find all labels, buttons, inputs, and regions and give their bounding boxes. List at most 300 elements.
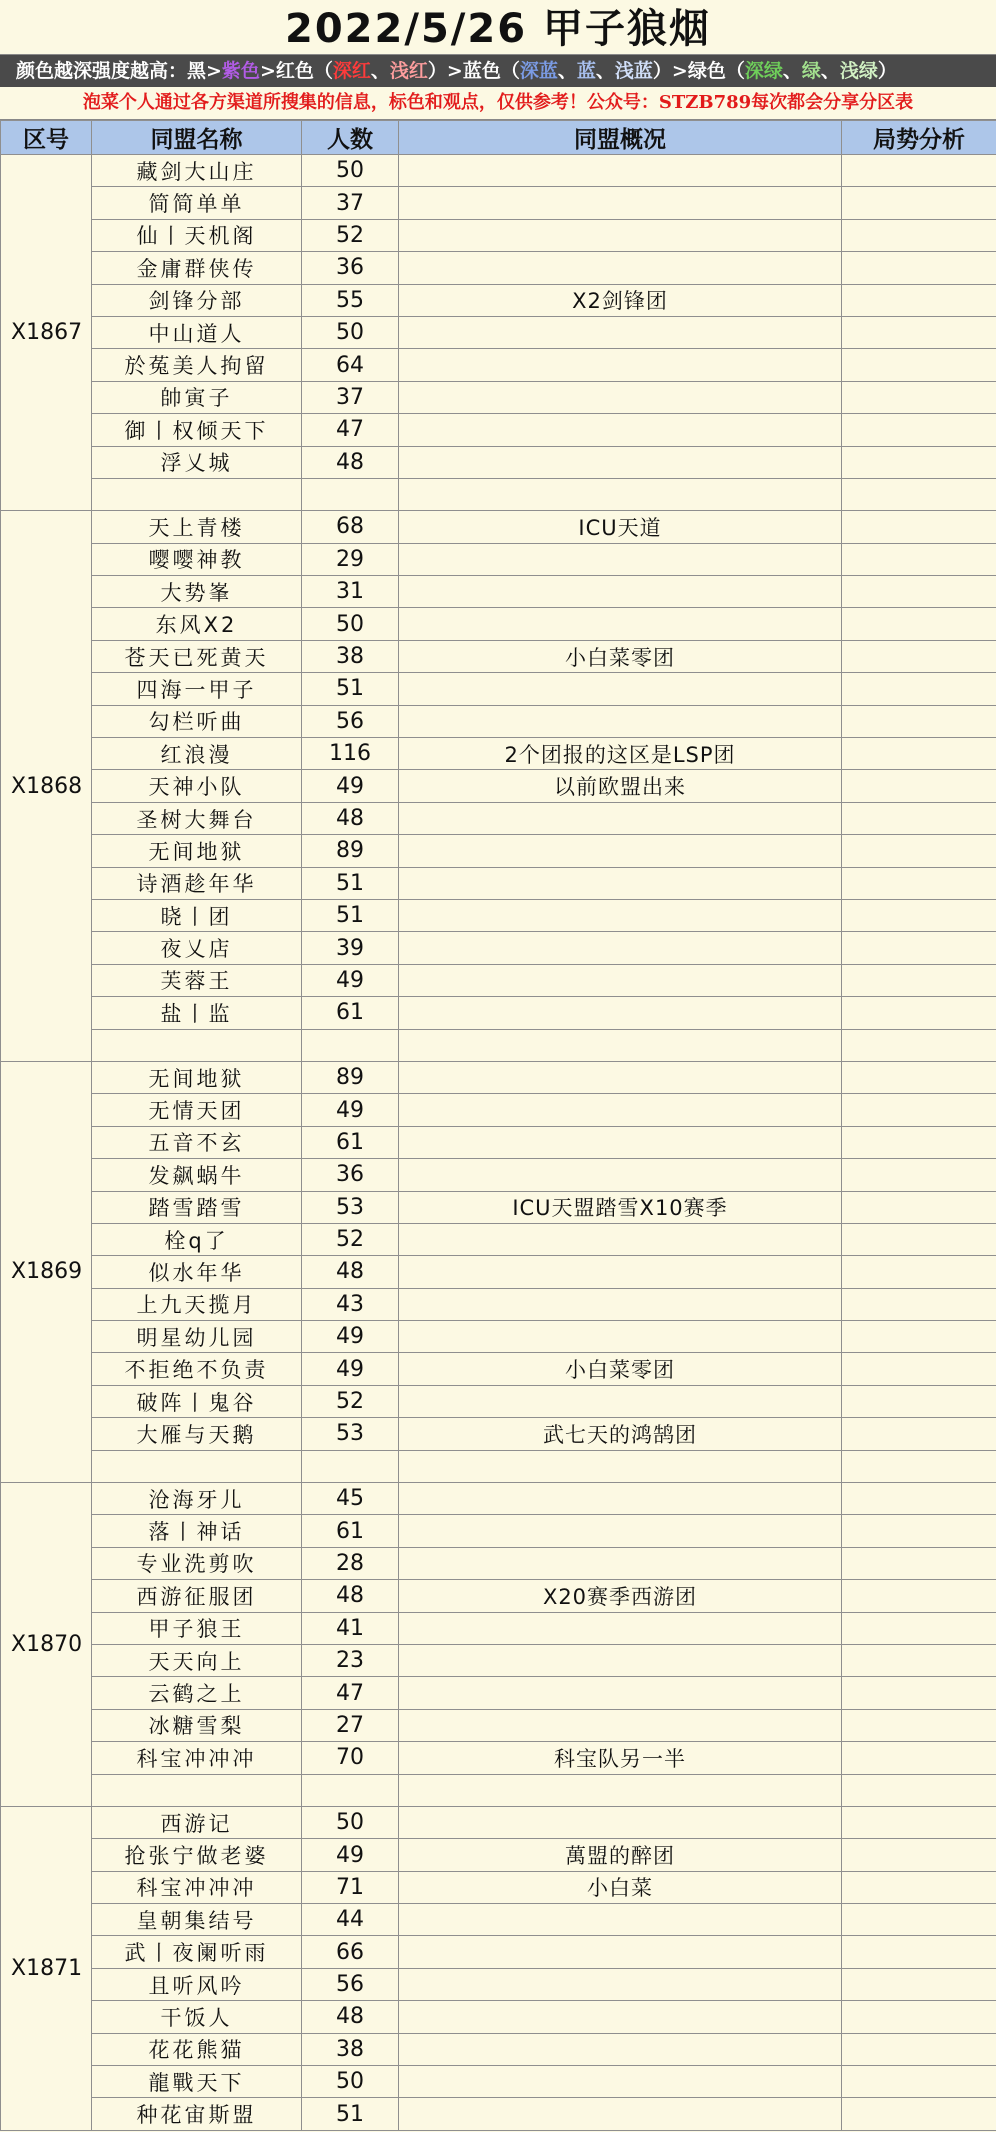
zone-cell: X1871 [1,1806,92,2130]
member-count-cell: 48 [302,446,399,478]
analysis-cell [842,1644,996,1676]
analysis-cell [842,2001,996,2033]
overview-cell [399,576,842,608]
analysis-cell [842,1677,996,1709]
member-count-cell: 44 [302,1904,399,1936]
member-count-cell: 52 [302,1385,399,1417]
member-count-cell: 37 [302,381,399,413]
member-count-cell: 43 [302,1288,399,1320]
color-legend [0,55,996,87]
overview-cell [399,1515,842,1547]
alliance-name-cell: 帥寅子 [92,381,302,413]
legend-text: 、 [820,60,840,82]
alliance-name-cell: 皇朝集结号 [92,1904,302,1936]
member-count-cell: 37 [302,187,399,219]
member-count-cell: 61 [302,997,399,1029]
table-row [1,1677,996,1709]
legend-green-light: 浅绿 [839,60,878,82]
member-count-cell: 64 [302,349,399,381]
alliance-name-cell: 甲子狼王 [92,1612,302,1644]
analysis-cell [842,705,996,737]
analysis-cell [842,155,996,187]
table-row [1,705,996,737]
analysis-cell [842,1191,996,1223]
alliance-name-cell: 苍天已死黄天 [92,640,302,672]
alliance-name-cell: 抢张宁做老婆 [92,1839,302,1871]
alliance-name-cell: 金庸群侠传 [92,252,302,284]
member-count-cell: 48 [302,1580,399,1612]
analysis-cell [842,1288,996,1320]
analysis-cell [842,1871,996,1903]
alliance-name-cell: 科宝冲冲冲 [92,1871,302,1903]
overview-cell [399,1483,842,1515]
member-count-cell: 53 [302,1418,399,1450]
header-zone: 区号 [1,121,92,155]
table-row [1,414,996,446]
member-count-cell: 56 [302,1968,399,2000]
member-count-cell: 23 [302,1644,399,1676]
table-row [1,1806,996,1838]
alliance-name-cell: 诗酒趁年华 [92,867,302,899]
legend-text: ） [877,60,897,82]
overview-cell [399,187,842,219]
alliance-name-cell: 盐丨监 [92,997,302,1029]
alliance-name-cell: 发飙蜗牛 [92,1159,302,1191]
overview-cell: 2个团报的这区是LSP团 [399,738,842,770]
member-count-cell: 49 [302,1353,399,1385]
table-row [1,1871,996,1903]
empty-cell [399,1774,842,1806]
overview-cell [399,1904,842,1936]
overview-cell [399,964,842,996]
table-row [1,381,996,413]
member-count-cell: 68 [302,511,399,543]
analysis-cell [842,543,996,575]
zone-cell: X1868 [1,511,92,1062]
table-row [1,2098,996,2130]
analysis-cell [842,867,996,899]
alliance-name-cell: 大势峯 [92,576,302,608]
analysis-cell [842,1968,996,2000]
analysis-cell [842,1547,996,1579]
member-count-cell: 36 [302,1159,399,1191]
overview-cell [399,2066,842,2098]
overview-cell [399,1677,842,1709]
empty-cell [399,1029,842,1061]
table-row [1,219,996,251]
legend-blue-dark: 深蓝 [519,60,558,82]
member-count-cell: 89 [302,835,399,867]
overview-cell [399,1644,842,1676]
member-count-cell: 55 [302,284,399,316]
overview-cell: X20赛季西游团 [399,1580,842,1612]
table-row [1,640,996,672]
overview-cell [399,997,842,1029]
table-row [1,1061,996,1093]
analysis-cell [842,2098,996,2130]
table-row [1,446,996,478]
spacer-row [1,478,996,510]
table-row [1,1936,996,1968]
analysis-cell [842,1483,996,1515]
table-row [1,187,996,219]
alliance-name-cell: 踏雪踏雪 [92,1191,302,1223]
alliance-name-cell: 专业洗剪吹 [92,1547,302,1579]
member-count-cell: 50 [302,1806,399,1838]
alliance-name-cell: 西游记 [92,1806,302,1838]
alliance-name-cell: 大雁与天鹅 [92,1418,302,1450]
table-row [1,1742,996,1774]
overview-cell [399,1094,842,1126]
member-count-cell: 61 [302,1515,399,1547]
empty-cell [842,478,996,510]
alliance-name-cell: 无间地狱 [92,1061,302,1093]
alliance-name-cell: 天上青楼 [92,511,302,543]
member-count-cell: 31 [302,576,399,608]
table-row [1,1256,996,1288]
alliance-name-cell: 晓丨团 [92,899,302,931]
analysis-cell [842,381,996,413]
header-alliance-name: 同盟名称 [92,121,302,155]
overview-cell [399,543,842,575]
table-row [1,1483,996,1515]
alliance-name-cell: 五音不玄 [92,1126,302,1158]
legend-text: ）>蓝色（ [427,60,520,82]
table-row [1,1547,996,1579]
member-count-cell: 38 [302,640,399,672]
analysis-cell [842,1418,996,1450]
overview-cell [399,381,842,413]
table-row [1,1612,996,1644]
analysis-cell [842,414,996,446]
table-row [1,932,996,964]
alliance-name-cell: 明星幼儿园 [92,1321,302,1353]
alliance-table [0,120,996,2131]
table-row [1,1644,996,1676]
legend-text: 、 [782,60,802,82]
overview-cell [399,1936,842,1968]
overview-cell [399,1159,842,1191]
table-row [1,349,996,381]
overview-cell [399,867,842,899]
legend-text: 、 [595,60,615,82]
analysis-cell [842,446,996,478]
member-count-cell: 51 [302,867,399,899]
member-count-cell: 36 [302,252,399,284]
member-count-cell: 27 [302,1709,399,1741]
analysis-cell [842,1839,996,1871]
alliance-name-cell: 中山道人 [92,316,302,348]
overview-cell [399,705,842,737]
empty-cell [92,1029,302,1061]
sheet-title: 2022/5/26 甲子狼烟 [0,0,996,55]
table-row [1,1223,996,1255]
member-count-cell: 50 [302,608,399,640]
legend-blue: 蓝 [576,60,596,82]
alliance-name-cell: 且听风吟 [92,1968,302,2000]
alliance-name-cell: 浮乂城 [92,446,302,478]
alliance-name-cell: 东风X2 [92,608,302,640]
analysis-cell [842,1223,996,1255]
alliance-name-cell: 破阵丨鬼谷 [92,1385,302,1417]
overview-cell [399,316,842,348]
alliance-name-cell: 西游征服团 [92,1580,302,1612]
overview-cell [399,2098,842,2130]
legend-blue-light: 浅蓝 [614,60,653,82]
table-row [1,997,996,1029]
alliance-name-cell: 干饭人 [92,2001,302,2033]
overview-cell [399,673,842,705]
overview-cell [399,414,842,446]
empty-cell [842,1774,996,1806]
member-count-cell: 51 [302,2098,399,2130]
analysis-cell [842,284,996,316]
analysis-cell [842,1806,996,1838]
table-row [1,252,996,284]
overview-cell [399,1806,842,1838]
alliance-name-cell: 四海一甲子 [92,673,302,705]
table-row [1,673,996,705]
legend-text: ）>绿色（ [652,60,745,82]
legend-purple: 紫色 [221,60,260,82]
disclaimer-note: 泡菜个人通过各方渠道所搜集的信息，标色和观点，仅供参考！公众号：STZB789每次都会分享分区表 [0,87,996,120]
legend-green-dark: 深绿 [744,60,783,82]
alliance-name-cell: 天神小队 [92,770,302,802]
member-count-cell: 47 [302,414,399,446]
empty-cell [92,1774,302,1806]
analysis-cell [842,1709,996,1741]
table-row [1,867,996,899]
table-row [1,2066,996,2098]
alliance-name-cell: 落丨神话 [92,1515,302,1547]
member-count-cell: 50 [302,155,399,187]
member-count-cell: 50 [302,2066,399,2098]
member-count-cell: 51 [302,673,399,705]
table-row [1,1418,996,1450]
table-row [1,802,996,834]
alliance-name-cell: 云鹤之上 [92,1677,302,1709]
analysis-cell [842,1515,996,1547]
empty-cell [92,1450,302,1482]
member-count-cell: 41 [302,1612,399,1644]
alliance-name-cell: 勾栏听曲 [92,705,302,737]
legend-text: 、 [557,60,577,82]
overview-cell [399,1968,842,2000]
empty-cell [302,1450,399,1482]
empty-cell [302,1774,399,1806]
table-row [1,543,996,575]
table-body [1,155,996,2131]
analysis-cell [842,1126,996,1158]
table-row [1,576,996,608]
table-row [1,511,996,543]
member-count-cell: 29 [302,543,399,575]
member-count-cell: 48 [302,2001,399,2033]
overview-cell [399,2033,842,2065]
header-overview: 同盟概况 [399,121,842,155]
analysis-cell [842,1385,996,1417]
alliance-name-cell: 仙丨天机阁 [92,219,302,251]
alliance-name-cell: 御丨权倾天下 [92,414,302,446]
alliance-name-cell: 剑锋分部 [92,284,302,316]
overview-cell: 萬盟的醉团 [399,1839,842,1871]
legend-red-dark: 深红 [332,60,371,82]
analysis-cell [842,1256,996,1288]
header-row [1,121,996,155]
alliance-name-cell: 天天向上 [92,1644,302,1676]
table-row [1,1904,996,1936]
analysis-cell [842,770,996,802]
member-count-cell: 70 [302,1742,399,1774]
analysis-cell [842,219,996,251]
analysis-cell [842,964,996,996]
member-count-cell: 52 [302,219,399,251]
overview-cell: 小白菜零团 [399,640,842,672]
empty-cell [842,1450,996,1482]
table-row [1,2001,996,2033]
table-row [1,1353,996,1385]
overview-cell [399,2001,842,2033]
table-row [1,1159,996,1191]
alliance-name-cell: 上九天揽月 [92,1288,302,1320]
empty-cell [302,1029,399,1061]
table-row [1,316,996,348]
member-count-cell: 38 [302,2033,399,2065]
member-count-cell: 45 [302,1483,399,1515]
table-row [1,155,996,187]
overview-cell: ICU天盟踏雪X10赛季 [399,1191,842,1223]
table-row [1,608,996,640]
analysis-cell [842,640,996,672]
table-row [1,1126,996,1158]
table-row [1,1191,996,1223]
zone-cell: X1869 [1,1061,92,1482]
legend-text: 、 [370,60,390,82]
member-count-cell: 56 [302,705,399,737]
overview-cell: 小白菜零团 [399,1353,842,1385]
spacer-row [1,1774,996,1806]
analysis-cell [842,932,996,964]
empty-cell [842,1029,996,1061]
member-count-cell: 71 [302,1871,399,1903]
analysis-cell [842,1612,996,1644]
overview-cell [399,1547,842,1579]
alliance-name-cell: 科宝冲冲冲 [92,1742,302,1774]
analysis-cell [842,2066,996,2098]
table-row [1,1839,996,1871]
alliance-name-cell: 无间地狱 [92,835,302,867]
member-count-cell: 52 [302,1223,399,1255]
analysis-cell [842,1094,996,1126]
alliance-name-cell: 不拒绝不负责 [92,1353,302,1385]
analysis-cell [842,608,996,640]
table-row [1,964,996,996]
analysis-cell [842,899,996,931]
table-row [1,1515,996,1547]
member-count-cell: 89 [302,1061,399,1093]
overview-cell [399,1256,842,1288]
overview-cell [399,1612,842,1644]
legend-red-light: 浅红 [389,60,428,82]
overview-cell [399,899,842,931]
analysis-cell [842,1353,996,1385]
zone-cell: X1870 [1,1483,92,1807]
analysis-cell [842,2033,996,2065]
overview-cell [399,446,842,478]
analysis-cell [842,349,996,381]
spacer-row [1,1029,996,1061]
analysis-cell [842,316,996,348]
table-row [1,835,996,867]
analysis-cell [842,1159,996,1191]
alliance-name-cell: 种花宙斯盟 [92,2098,302,2130]
empty-cell [302,478,399,510]
overview-cell: 武七天的鸿鹄团 [399,1418,842,1450]
overview-cell [399,932,842,964]
header-analysis: 局势分析 [842,121,996,155]
analysis-cell [842,997,996,1029]
alliance-name-cell: 於菟美人拘留 [92,349,302,381]
analysis-cell [842,802,996,834]
overview-cell [399,349,842,381]
table-row [1,1321,996,1353]
member-count-cell: 49 [302,964,399,996]
overview-cell [399,1223,842,1255]
table-row [1,1288,996,1320]
member-count-cell: 66 [302,1936,399,1968]
table-row [1,1580,996,1612]
alliance-name-cell: 藏剑大山庄 [92,155,302,187]
alliance-name-cell: 无情天团 [92,1094,302,1126]
overview-cell [399,835,842,867]
member-count-cell: 48 [302,802,399,834]
legend-text: 颜色越深强度越高：黑> [16,60,222,82]
alliance-name-cell: 夜乂店 [92,932,302,964]
table-row [1,770,996,802]
empty-cell [92,478,302,510]
member-count-cell: 39 [302,932,399,964]
analysis-cell [842,1904,996,1936]
alliance-name-cell: 简简单单 [92,187,302,219]
overview-cell [399,1126,842,1158]
overview-cell [399,802,842,834]
analysis-cell [842,738,996,770]
member-count-cell: 49 [302,1839,399,1871]
zone-cell: X1867 [1,155,92,511]
table-row [1,284,996,316]
spacer-row [1,1450,996,1482]
alliance-name-cell: 红浪漫 [92,738,302,770]
overview-cell [399,1321,842,1353]
overview-cell [399,155,842,187]
table-row [1,1385,996,1417]
header-member-count: 人数 [302,121,399,155]
overview-cell: ICU天道 [399,511,842,543]
member-count-cell: 53 [302,1191,399,1223]
alliance-name-cell: 沧海牙儿 [92,1483,302,1515]
overview-cell [399,1385,842,1417]
overview-cell [399,219,842,251]
member-count-cell: 49 [302,770,399,802]
member-count-cell: 47 [302,1677,399,1709]
member-count-cell: 116 [302,738,399,770]
empty-cell [399,478,842,510]
alliance-name-cell: 栓q了 [92,1223,302,1255]
analysis-cell [842,1742,996,1774]
alliance-name-cell: 嘤嘤神教 [92,543,302,575]
member-count-cell: 48 [302,1256,399,1288]
table-row [1,899,996,931]
